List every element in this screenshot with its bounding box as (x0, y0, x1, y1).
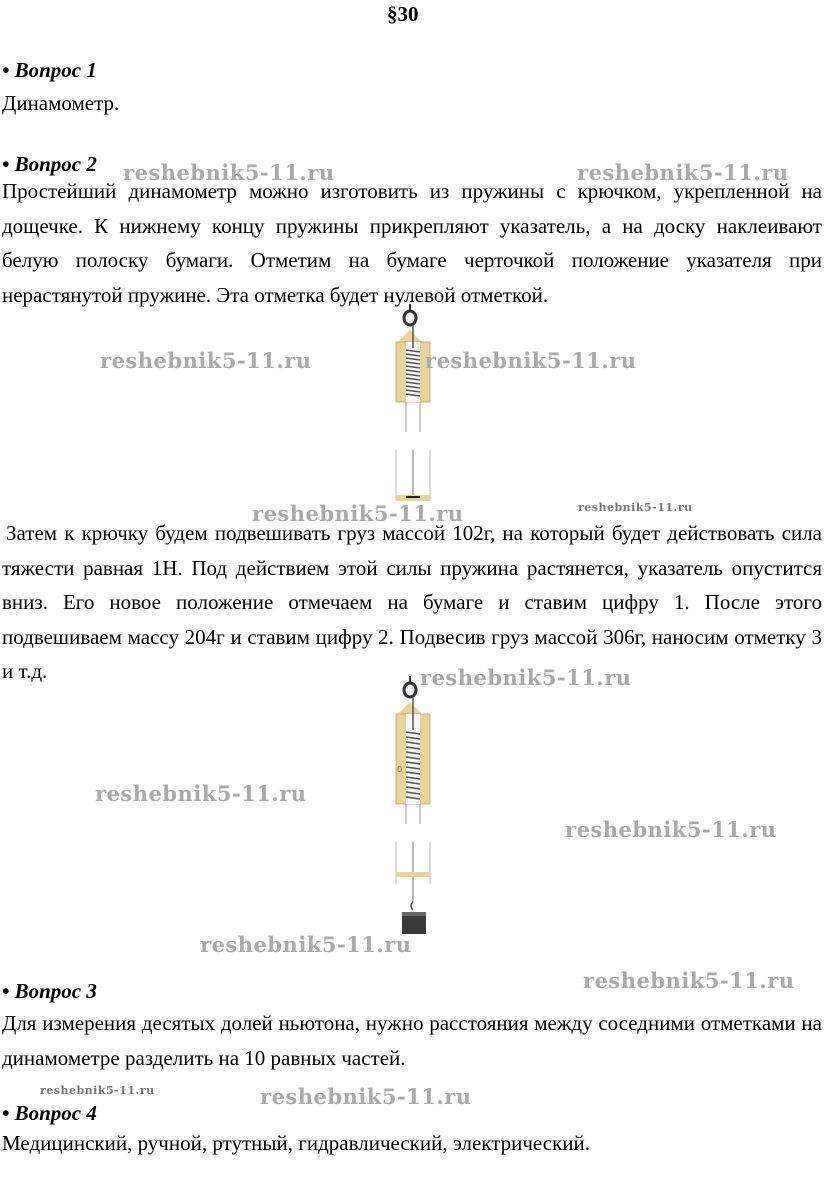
watermark: reshebnik5-11.ru (200, 932, 412, 957)
question-2-label: • Вопрос 2 (2, 152, 97, 176)
dynamometer-unloaded-figure (388, 300, 438, 505)
dynamometer-loaded-figure (388, 672, 438, 938)
watermark: reshebnik5-11.ru (260, 1084, 472, 1109)
question-4-label: • Вопрос 4 (2, 1101, 97, 1125)
watermark: reshebnik5-11.ru (95, 781, 307, 806)
watermark: reshebnik5-11.ru (577, 160, 789, 185)
question-3-answer: Для измерения десятых долей ньютона, нужно расстояния между соседними отметками на динамометре разделить на 10 равных частей. (2, 1011, 822, 1070)
question-4-answer: Медицинский, ручной, ртутный, гидравлический, электрический. (2, 1131, 591, 1155)
watermark: reshebnik5-11.ru (100, 348, 312, 373)
page-title: §30 (387, 2, 419, 26)
watermark: reshebnik5-11.ru (425, 348, 637, 373)
watermark: reshebnik5-11.ru (123, 160, 335, 185)
question-1-label: • Вопрос 1 (2, 58, 97, 82)
watermark: reshebnik5-11.ru (583, 968, 795, 993)
svg-text:0: 0 (397, 765, 403, 774)
watermark: reshebnik5-11.ru (565, 817, 777, 842)
watermark: reshebnik5-11.ru (40, 1084, 155, 1097)
watermark: reshebnik5-11.ru (578, 501, 693, 514)
question-2-paragraph-1: Простейший динамометр можно изготовить из пружины с крючком, укрепленной на дощечке. К нижнему концу пружины прикрепляют указатель, а на доску наклеивают белую полоску бумаги. Отметим на бумаге черточкой положение указателя при нерастянутой пружине. Эта отметка будет нулевой отметкой. (2, 179, 822, 307)
question-2-paragraph-2: Затем к крючку будем подвешивать груз массой 102г, на который будет действовать сила тяжести равная 1Н. Под действием этой силы пружина растянется, указатель опустится вниз. Его новое положение отмечаем на бумаге и ставим цифру 1. После этого подвешиваем массу 204г и ставим цифру 2. Подвесив груз массой 306г, наносим отметку 3 и т.д. (2, 521, 822, 683)
watermark: reshebnik5-11.ru (420, 665, 632, 690)
question-1-answer: Динамометр. (2, 91, 120, 115)
question-3-label: • Вопрос 3 (2, 979, 97, 1003)
watermark: reshebnik5-11.ru (252, 501, 464, 526)
